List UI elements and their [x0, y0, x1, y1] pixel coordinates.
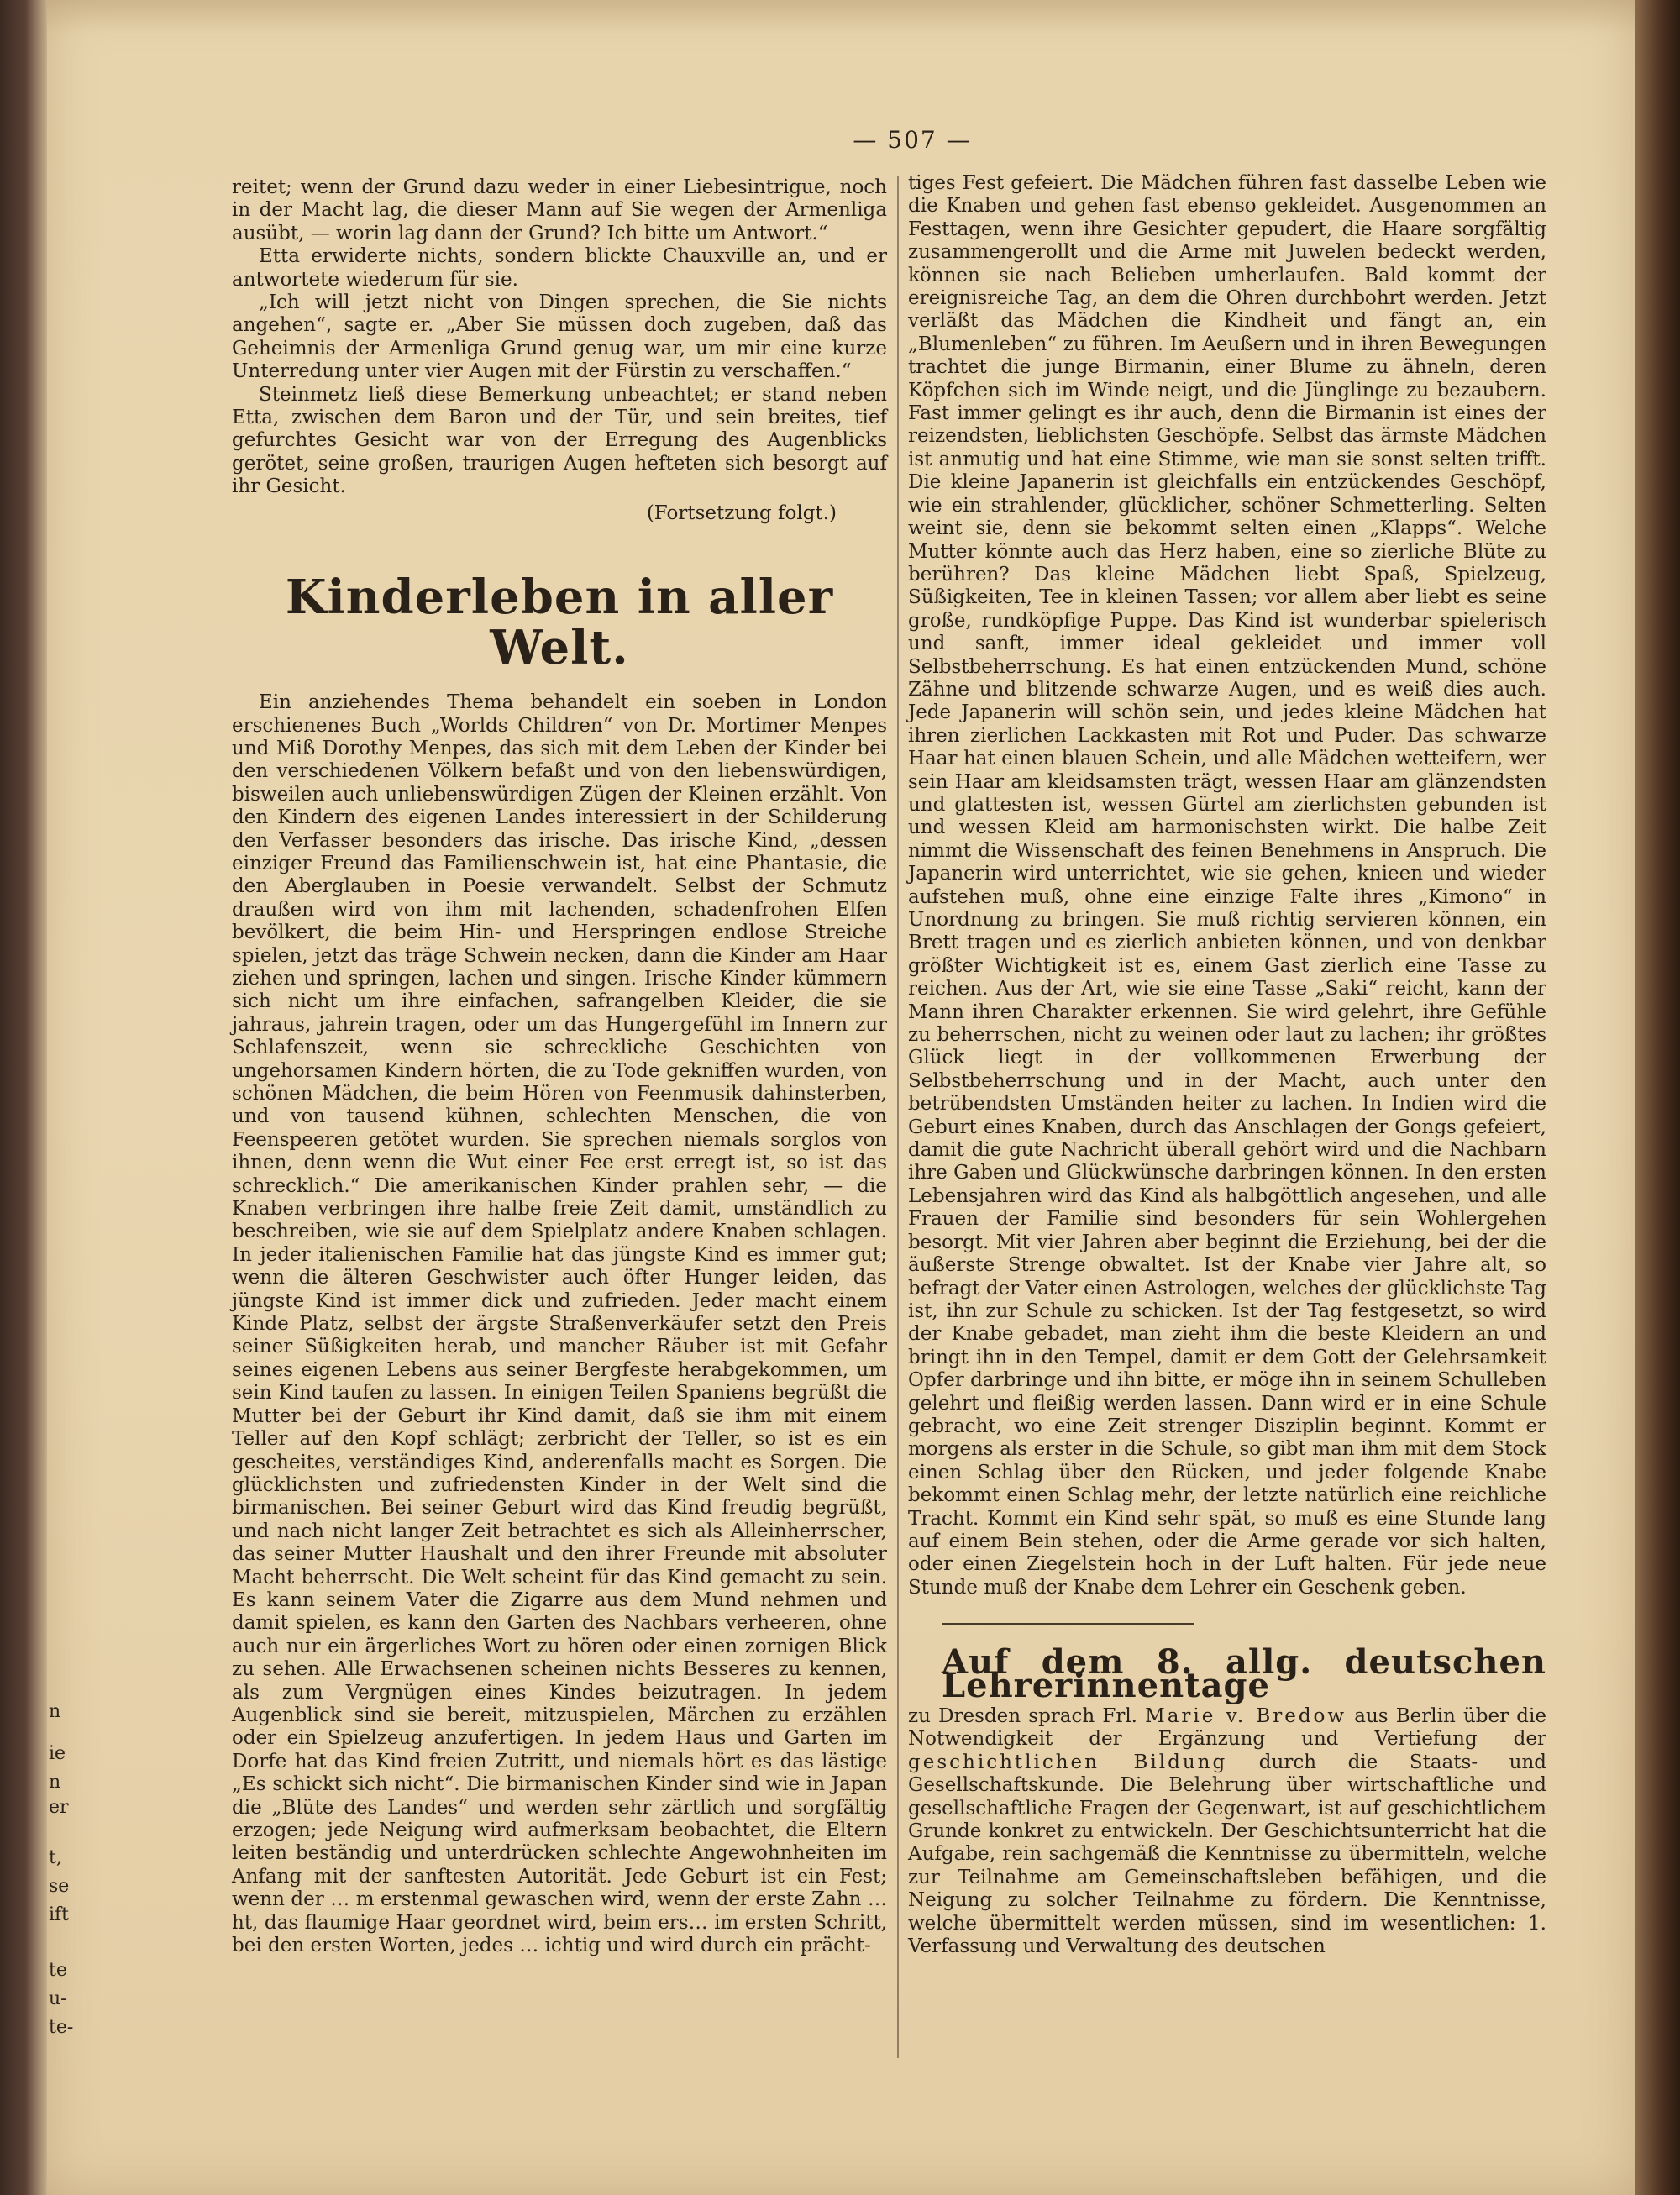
second-article-body [908, 1705, 1546, 1958]
right-column [908, 172, 1546, 1958]
novel-paragraph: Etta erwiderte nichts, sondern blickte Chauxville an, und er antwortete wiederum für sie. [232, 245, 887, 291]
book-edge [1635, 0, 1680, 2195]
second-article-title: Auf dem 8. allg. deutschen Lehrerinnentage [942, 1642, 1546, 1705]
text-run: aus Berlin über die Notwendigkeit der Ergänzung und Vertiefung der [908, 1705, 1546, 1751]
margin-fragment: ift [49, 1904, 70, 1925]
novel-paragraph: reitet; wenn der Grund dazu weder in einer Liebesintrigue, noch in der Macht lag, die dieser Mann auf Sie wegen der Armenliga ausübt, — worin lag dann der Grund? Ich bitte um Antwort.“ [232, 176, 887, 244]
margin-fragment: te [49, 1960, 67, 1981]
margin-fragment: te- [49, 2017, 74, 2038]
spaced-term: geschichtlichen Bildung [908, 1751, 1228, 1773]
text-run: durch die Staats- und Gesellschaftskunde. Die Belehrung über wirtschaftliche und gesellschaftliche Fragen der Gegenwart, ist auf geschichtlichem Grunde konkret zu entwickeln. Der Geschichtsunterricht hat die Aufgabe, rein sachgemäß die Kenntnisse zu übermitteln, welche zur Teilnahme am Gemeinschaftsleben befähigen, und die Neigung zu solcher Teilnahme zu fördern. Die Kenntnisse, welche übermittelt werden müssen, sind im wesentlichen: 1. Verfassung und Verwaltung des deutschen [908, 1751, 1547, 1958]
text-run: zu Dresden sprach Frl. [908, 1705, 1146, 1727]
margin-fragment: n [49, 1772, 61, 1793]
newspaper-page [47, 0, 1635, 2195]
margin-fragments [49, 1701, 82, 2039]
margin-fragment: t, [49, 1847, 62, 1868]
margin-fragment: se [49, 1876, 70, 1897]
novel-paragraph: „Ich will jetzt nicht von Dingen sprechen, die Sie nichts angehen“, sagte er. „Aber Sie müssen doch zugeben, daß das Geheimnis der Armenliga Grund genug war, um mir eine kurze Unterredung unter vier Augen mit der Fürstin zu verschaffen.“ [232, 291, 887, 383]
left-column [232, 176, 887, 1957]
speaker-name: Marie v. Bredow [1145, 1705, 1347, 1727]
margin-fragment: ie [49, 1743, 66, 1764]
section-rule [942, 1623, 1194, 1625]
article-body: Ein anziehendes Thema behandelt ein soeben in London erschienenes Buch „Worlds Children“ von Dr. Mortimer Menpes und Miß Dorothy Menpes, das sich mit dem Leben der Kinder bei den verschiedenen Völkern befaßt und von den liebenswürdigen, bisweilen auch unliebenswürdigen Zügen der Kleinen erzählt. Von den Kindern des eigenen Landes interessiert in der Schilderung den Verfasser besonders das irische. Das irische Kind, „dessen einziger Freund das Familienschwein ist, hat eine Phantasie, die den Aberglauben in Poesie verwandelt. Selbst der Schmutz draußen wird von ihm mit lachenden, schadenfrohen Elfen bevölkert, die beim Hin- und Herspringen endlose Streiche spielen, jetzt das träge Schwein necken, dann die Kinder am Haar ziehen und springen, lachen und singen. Irische Kinder kümmern sich nicht um ihre einfachen, safrangelben Kleider, die sie jahraus, jahrein tragen, oder um das Hungergefühl im Innern zur Schlafenszeit, wenn sie schreckliche Geschichten von ungehorsamen Kindern hörten, die zu Tode gekniffen wurden, von schönen Mädchen, die beim Hören von Feenmusik dahinsterben, und von tausend kühnen, schlechten Menschen, die von Feenspeeren getötet wurden. Sie sprechen niemals sorglos von ihnen, denn wenn die Wut einer Fee erst erregt ist, so ist das schrecklich.“ Die amerikanischen Kinder prahlen sehr, — die Knaben verbringen ihre halbe freie Zeit damit, umständlich zu beschreiben, wie sie auf dem Spielplatz andere Knaben schlagen. In jeder italienischen Familie hat das jüngste Kind es immer gut; wenn die älteren Geschwister auch öfter Hunger leiden, das jüngste Kind ist immer dick und zufrieden. Jeder macht einem Kinde Platz, selbst der ärgste Straßenverkäufer setzt den Preis seiner Süßigkeiten herab, und mancher Räuber ist mit Gefahr seines eigenen Lebens aus seiner Bergfeste herabgekommen, um sein Kind taufen zu lassen. In einigen Teilen Spaniens begrüßt die Mutter bei der Geburt ihr Kind damit, daß sie ihm mit einem Teller auf den Kopf schlägt; zerbricht der Teller, so ist es ein gescheites, verständiges Kind, anderenfalls macht es Sorgen. Die glücklichsten und zufriedensten Kinder in der Welt sind die birmanischen. Bei seiner Geburt wird das Kind freudig begrüßt, und nach nicht langer Zeit betrachtet es sich als Alleinherrscher, das seiner Mutter Haushalt und den ihrer Freunde mit absoluter Macht beherrscht. Die Welt scheint für das Kind gemacht zu sein. Es kann seinem Vater die Zigarre aus dem Mund nehmen und damit spielen, es kann den Garten des Nachbars verheeren, ohne auch nur ein ärgerliches Wort zu hören oder einen zornigen Blick zu sehen. Alle Erwachsenen scheinen nichts Besseres zu kennen, als zum Vergnügen eines Kindes beizutragen. In jedem Augenblick sind sie bereit, mitzuspielen, Märchen zu erzählen oder ein Spielzeug anzufertigen. In jedem Haus und Garten im Dorfe hat das Kind freien Zutritt, und niemals hört es das lästige „Es schickt sich nicht“. Die birmanischen Kinder sind wie in Japan die „Blüte des Landes“ und werden sehr zärtlich und sorgfältig erzogen; jede Neigung wird aufmerksam beobachtet, die Eltern leiten beständig und unterdrücken schlechte Angewohnheiten im Anfang mit der sanftesten Autorität. Jede Geburt ist ein Fest; wenn der … m erstenmal gewaschen wird, wenn der erste Zahn … ht, das flaumige Haar geordnet wird, beim ers… im ersten Schritt, bei den ersten Worten, jedes … ichtig und wird durch ein prächt- [232, 691, 887, 1957]
column-divider [897, 176, 899, 2058]
margin-fragment: u- [49, 1988, 67, 2009]
novel-paragraph: Steinmetz ließ diese Bemerkung unbeachtet; er stand neben Etta, zwischen dem Baron und der Tür, und sein breites, tief gefurchtes Gesicht war von der Erregung des Augenblicks gerötet, seine großen, traurigen Augen hefteten sich besorgt auf ihr Gesicht. [232, 383, 887, 498]
continued-note: (Fortsetzung folgt.) [646, 501, 837, 524]
article-body-continued: tiges Fest gefeiert. Die Mädchen führen fast dasselbe Leben wie die Knaben und gehen fast ebenso gekleidet. Ausgenommen an Festtagen, wenn ihre Gesichter gepudert, die Haare sorgfältig zusammengerollt und die Arme mit Juwelen bedeckt werden, können sie nach Belieben umherlaufen. Bald kommt der ereignisreiche Tag, an dem die Ohren durchbohrt werden. Jetzt verläßt das Mädchen die Kindheit und fängt an, ein „Blumenleben“ zu führen. Im Aeußern und in ihren Bewegungen trachtet die junge Birmanin, einer Blume zu ähneln, deren Köpfchen sich im Winde neigt, und die Jünglinge zu bezaubern. Fast immer gelingt es ihr auch, denn die Birmanin ist eines der reizendsten, lieblichsten Geschöpfe. Selbst das ärmste Mädchen ist anmutig und hat eine Stimme, wie man sie sonst selten trifft. Die kleine Japanerin ist gleichfalls ein entzückendes Geschöpf, wie ein strahlender, glücklicher, schöner Schmetterling. Selten weint sie, denn sie bekommt selten einen „Klapps“. Welche Mutter könnte auch das Herz haben, eine so zierliche Blüte zu berühren? Das kleine Mädchen liebt Spaß, Spielzeug, Süßigkeiten, Tee in kleinen Tassen; vor allem aber liebt es seine große, rundköpfige Puppe. Das Kind ist wunderbar spielerisch und sanft, immer ideal gekleidet und immer voll Selbstbeherrschung. Es hat einen entzückenden Mund, schöne Zähne und blitzende schwarze Augen, und es weiß dies auch. Jede Japanerin will schön sein, und jedes kleine Mädchen hat ihren zierlichen Lackkasten mit Rot und Puder. Das schwarze Haar hat einen blauen Schein, und alle Mädchen wetteifern, wer sein Haar am kleidsamsten trägt, wessen Haar am glänzendsten und glattesten ist, wessen Gürtel am zierlichsten gebunden ist und wessen Kleid am harmonischsten wirkt. Die halbe Zeit nimmt die Wissenschaft des feinen Benehmens in Anspruch. Die Japanerin wird unterrichtet, wie sie gehen, knieen und wieder aufstehen muß, ohne eine einzige Falte ihres „Kimono“ in Unordnung zu bringen. Sie muß richtig servieren können, ein Brett tragen und es zierlich anbieten können, und von denkbar größter Wichtigkeit ist es, einem Gast zierlich eine Tasse zu reichen. Aus der Art, wie sie eine Tasse „Saki“ reicht, kann der Mann ihren Charakter erkennen. Sie wird gelehrt, ihre Gefühle zu beherrschen, nicht zu weinen oder laut zu lachen; ihr größtes Glück liegt in der vollkommenen Erwerbung der Selbstbeherrschung und in der Macht, auch unter den betrübendsten Umständen heiter zu lachen. In Indien wird die Geburt eines Knaben, durch das Anschlagen der Gongs gefeiert, damit die gute Nachricht überall gehört wird und die Nachbarn ihre Gaben und Glückwünsche darbringen können. In den ersten Lebensjahren wird das Kind als halbgöttlich angesehen, und alle Frauen der Familie sind besonders für sein Wohlergehen besorgt. Mit vier Jahren aber beginnt die Erziehung, bei der die äußerste Strenge obwaltet. Ist der Knabe vier Jahre alt, so befragt der Vater einen Astrologen, welches der glücklichste Tag ist, ihn zur Schule zu schicken. Ist der Tag festgesetzt, so wird der Knabe gebadet, man zieht ihm die beste Kleidern an und bringt ihn in den Tempel, damit er dem Gott der Gelehrsamkeit Opfer darbringe und ihn bitte, er möge ihn in seinem Schulleben gelehrt und fleißig werden lassen. Dann wird er in eine Schule gebracht, wo eine Zeit strenger Disziplin beginnt. Kommt er morgens als erster in die Schule, so gibt man ihm mit dem Stock einen Schlag über den Rücken, und jeder folgende Knabe bekommt einen Schlag mehr, der letzte natürlich eine reichliche Tracht. Kommt ein Kind sehr spät, so muß es eine Stunde lang auf einem Bein stehen, oder die Arme gerade vor sich halten, oder einen Ziegelstein hoch in der Luft halten. Für jede neue Stunde muß der Knabe dem Lehrer ein Geschenk geben. [908, 172, 1546, 1599]
page-number: — 507 — [853, 126, 972, 154]
article-title: Kinderleben in aller Welt. [285, 570, 834, 676]
margin-fragment: er [49, 1797, 69, 1818]
margin-fragment: n [49, 1701, 61, 1722]
